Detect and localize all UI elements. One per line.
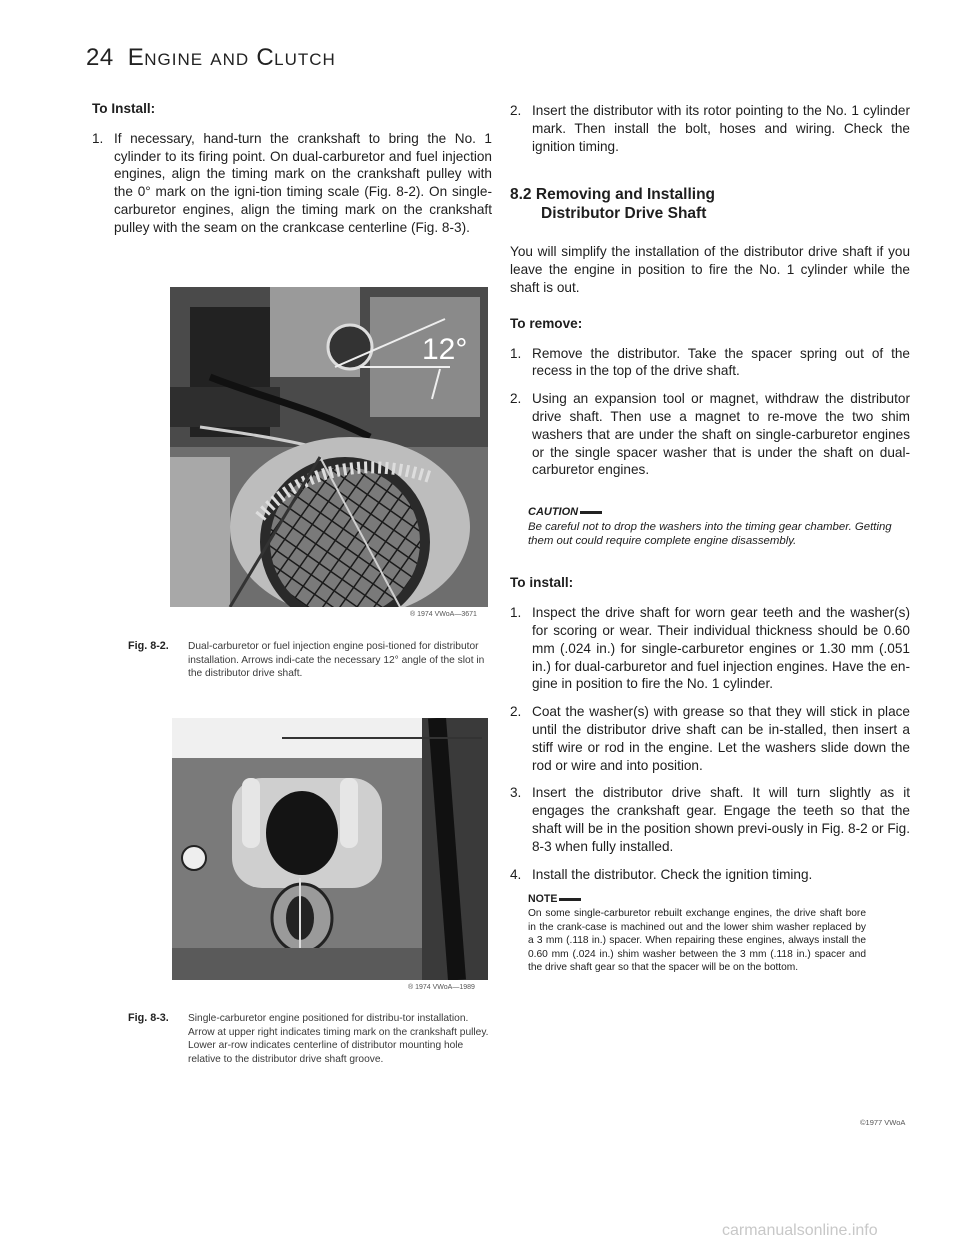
header-word-lutch: LUTCH [274,50,336,69]
step-text: Coat the washer(s) with grease so that they will stick in place until the distributor drive shaft can be in-stalled, then insert a stiff wire or rod in the engine. Let the washers slide down the rod or wire and into position. [532,704,910,773]
step-text: Insert the distributor with its rotor pointing to the No. 1 cylinder mark. Then install the bolt, hoses and wiring. Check the ignition timing. [532,103,910,154]
remove-step-2 [510,390,910,479]
page-number: 24 [86,44,114,71]
figure-8-3-caption-text: Single-carburetor engine positioned for distribu-tor installation. Arrow at upper right indicates timing mark on the crankshaft pulley. Lower ar-row indicates centerline of distributor mounting hole relative to the distributor drive shaft groove. [188,1013,489,1065]
install-shaft-step-4 [510,866,910,884]
watermark: carmanualsonline.info [722,1222,878,1239]
step-number: 4. [510,866,522,882]
figure-8-3-caption [128,1012,490,1066]
right-column [510,102,910,975]
page-copyright: ©1977 VWoA [860,1118,906,1127]
note-text: On some single-carburetor rebuilt exchange engines, the drive shaft bore in the crank-case is machined out and the lower shim washer replaced by a 3 mm (.118 in.) spacer. When repairing these engines, always install the 0.60 mm (.024 in.) shim washer between the 3 mm (.118 in.) spacer and the drive shaft gear so that the spacer will be on the bottom. [528,907,866,974]
step-text: Insert the distributor drive shaft. It will turn slightly as it engages the crankshaft gear. Engage the teeth so that the shaft will be in the position shown previ-ously in Fig. 8-2 or Fig. 8-3 when fully installed. [532,785,910,854]
caution-heading: CAUTION [528,506,579,519]
caution-rule [580,511,602,514]
remove-steps-list [510,345,910,480]
section-title-line1: Removing and Installing [535,186,716,204]
install-step-2 [510,102,910,155]
left-column [92,100,492,247]
remove-step-1 [510,345,910,381]
figure-8-2-caption [128,640,490,681]
section-intro: You will simplify the installation of the distributor drive shaft if you leave the engine in position to fire the No. 1 cylinder while the shaft is out. [510,244,910,295]
note-heading: NOTE [528,893,558,906]
figure-8-2-label: Fig. 8-2. [128,640,169,652]
header-word-ngine: NGINE [144,50,204,69]
step-text: Remove the distributor. Take the spacer spring out of the recess in the top of the drive shaft. [532,345,910,379]
header-letter-c: C [256,44,275,71]
figure-angle-label: 12° [422,333,468,366]
step-number: 3. [510,785,522,801]
step-text: Using an expansion tool or magnet, withdraw the distributor drive shaft. Then use a magnet to re-move the two shim washers that are under the shaft on single-carburetor engines or the single spacer washer that is under the shaft on dual-carburetor engines. [532,391,910,478]
step-text: If necessary, hand-turn the crankshaft to bring the No. 1 cylinder to its firing point. On dual-carburetor and fuel injection engines, align the timing mark on the crankshaft pulley with the 0° mark on the igni-tion timing scale (Fig. 8-2). On single-carburetor engines, align the timing mark on the crankshaft pulley with the seam on the crankcase centerline (Fig. 8-3). [114,130,492,235]
header-word-and: AND [210,50,250,69]
section-title-line2: Distributor Drive Shaft [541,205,707,223]
install-step-1 [92,130,492,237]
page-header [86,44,336,72]
header-letter-e: E [127,44,145,71]
remove-subhead: To remove: [510,315,583,331]
figure-8-3-label: Fig. 8-3. [128,1012,169,1024]
note-box [528,893,866,975]
install-subhead: To Install: [92,101,156,116]
install-shaft-step-3 [510,784,910,855]
install-shaft-step-1 [510,604,910,693]
step-number: 1. [510,345,522,361]
step-number: 1. [92,130,104,146]
step-number: 2. [510,103,522,118]
caution-text: Be careful not to drop the washers into the timing gear chamber. Getting them out could require complete engine disassembly. [528,520,892,547]
figure-8-3-photo [172,718,488,980]
install-steps-continued [510,102,910,155]
install-shaft-steps-list [510,604,910,883]
step-text: Install the distributor. Check the ignition timing. [532,866,813,882]
section-heading [510,185,910,223]
section-number: 8.2 [510,186,532,204]
figure-8-2-caption-text: Dual-carburetor or fuel injection engine posi-tioned for distributor installation. Arrows indi-cate the necessary 12° angle of the slot in the distributor drive shaft. [188,641,485,680]
figure-8-2-photo [170,287,488,607]
install-subhead-2: To install: [510,575,574,591]
install-shaft-step-2 [510,703,910,774]
caution-box [528,505,910,548]
note-rule [559,898,581,901]
step-number: 1. [510,605,522,621]
figure-8-3-credit: ® 1974 VWoA—1989 [408,984,475,991]
step-number: 2. [510,391,522,407]
step-number: 2. [510,704,522,720]
figure-8-2-credit: ® 1974 VWoA—3671 [410,611,477,618]
step-text: Inspect the drive shaft for worn gear teeth and the washer(s) for scoring or wear. Their individual thickness should be 0.60 mm (.024 in.) for single-carburetor engines or 1.30 mm (.051 in.) for dual-carburetor and fuel injection engines. Have the en-gine in position to fire the No. 1 cylinder. [532,605,910,692]
install-steps-list [92,130,492,237]
